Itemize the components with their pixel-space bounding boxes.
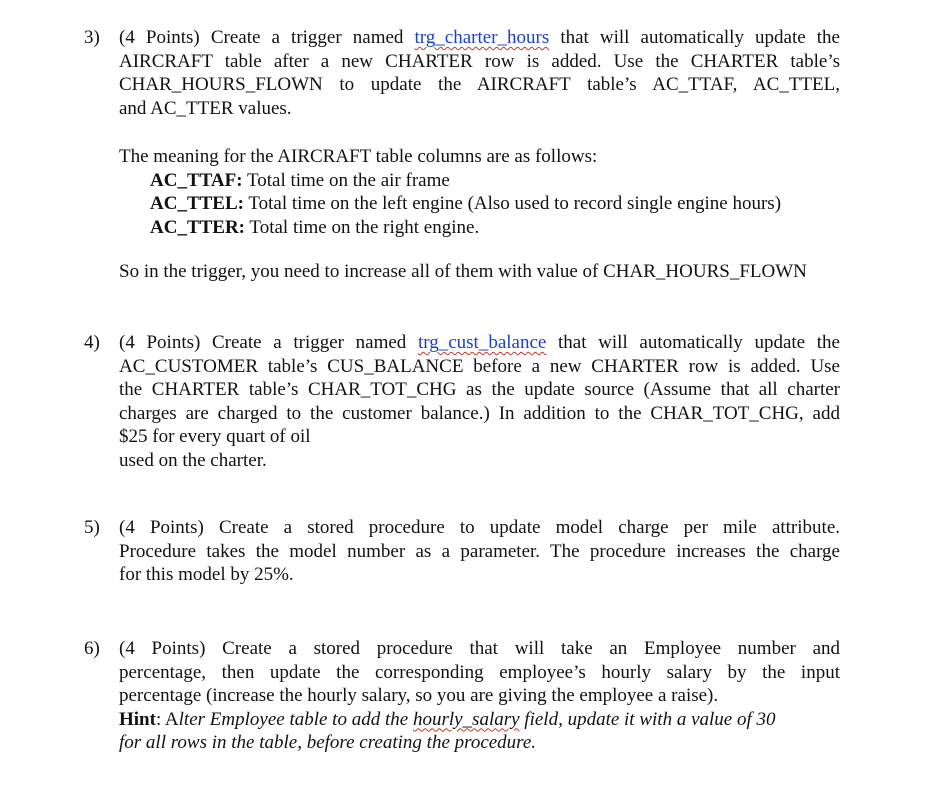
question-6-hint: Hint: Alter Employee table to add the hourly_salary field, update it with a value of 30 [119,708,776,730]
question-4 [84,331,840,472]
question-5-line-3: for this model by 25%. [119,564,294,585]
question-4-line-2: AC_CUSTOMER table’s CUS_BALANCE before a new CHARTER row is added. Use [119,355,840,377]
question-4-line-5: $25 for every quart of oil [119,426,311,447]
question-3-line-1: (4 Points) Create a trigger named trg_charter_hours that will automatically update the [119,27,840,48]
trigger-name-link[interactable]: trg_cust_balance [417,332,547,353]
question-3-line-3: CHAR_HOURS_FLOWN to update the AIRCRAFT table’s AC_TTAF, AC_TTEL, [119,74,840,95]
question-6-line-3: percentage (increase the hourly salary, so you are giving the employee a raise). [119,685,719,706]
question-3-line-4: and AC_TTER values. [119,97,292,119]
column-ac-ttel: AC_TTEL: Total time on the left engine (Also used to record single engine hours) [150,193,782,214]
question-5 [84,516,840,587]
question-6-number: 6) [84,638,100,659]
question-6-hint-line-2: for all rows in the table, before creating the procedure. [119,732,537,753]
question-5-number: 5) [84,517,100,538]
question-4-line-3: the CHARTER table’s CHAR_TOT_CHG as the update source (Assume that all charter [119,379,840,400]
trigger-name-link[interactable]: trg_charter_hours [414,27,550,48]
hint-label: Hint [119,708,156,730]
meaning-intro: The meaning for the AIRCRAFT table columns are as follows: [119,146,598,167]
question-4-line-6: used on the charter. [119,449,267,471]
question-3-note: So in the trigger, you need to increase all of them with value of CHAR_HOURS_FLOWN [119,261,807,282]
question-5-line-2: Procedure takes the model number as a parameter. The procedure increases the charge [119,540,840,562]
question-5-line-1: (4 Points) Create a stored procedure to update model charge per mile attribute. [119,517,840,538]
question-3-line-2: AIRCRAFT table after a new CHARTER row is added. Use the CHARTER table’s [119,50,840,72]
column-meanings [119,145,839,239]
column-ac-tter: AC_TTER: Total time on the right engine. [150,216,480,238]
question-6-line-2: percentage, then update the corresponding employee’s hourly salary by the input [119,661,840,683]
question-3 [84,26,840,120]
column-ac-ttaf: AC_TTAF: Total time on the air frame [150,169,450,191]
question-6 [84,637,840,755]
question-4-line-4: charges are charged to the customer balance.) In addition to the CHAR_TOT_CHG, add [119,402,840,424]
question-6-line-1: (4 Points) Create a stored procedure that will take an Employee number and [119,638,840,659]
question-4-line-1: (4 Points) Create a trigger named trg_cust_balance that will automatically update the [119,332,840,353]
hourly-salary-field: hourly_salary [412,708,520,730]
question-3-number: 3) [84,27,100,48]
question-4-number: 4) [84,332,100,353]
